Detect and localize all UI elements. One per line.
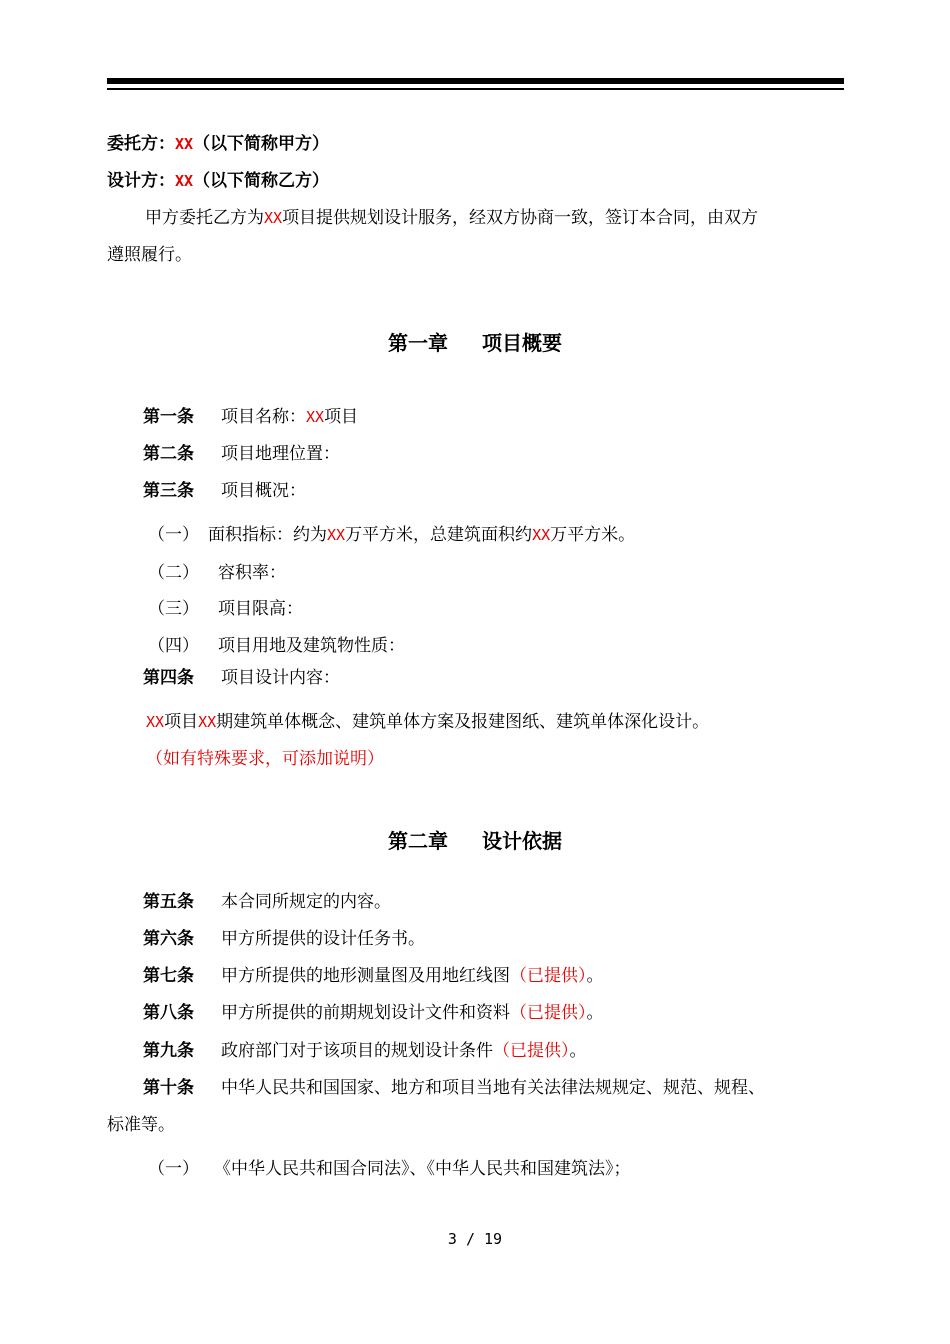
subclause-law (148, 1157, 631, 1181)
article-text: 项目地理位置： (221, 444, 340, 464)
designer-note: （以下简称乙方） (193, 171, 330, 191)
page-number: 3 / 19 (447, 1230, 503, 1248)
designer-name: XX (175, 172, 194, 190)
article-text: 中华人民共和国国家、地方和项目当地有关法律法规规定、规范、规程、 (221, 1078, 765, 1098)
subclause-3 (148, 597, 303, 621)
chapter-2-number: 第二章 (388, 829, 448, 853)
intro-text: 甲方委托乙方为 (145, 208, 264, 228)
project-name: XX (306, 408, 325, 426)
content-note: （如有特殊要求，可添加说明） (146, 749, 384, 769)
designer-label: 设计方： (107, 171, 175, 191)
intro-text-2: 项目提供规划设计服务，经双方协商一致，签订本合同，由双方 (282, 208, 759, 228)
provided-note: （已提供） (510, 1003, 587, 1023)
subclause-label: （二） (148, 563, 199, 583)
article-6 (143, 927, 425, 951)
article-10 (143, 1076, 765, 1100)
article-text: 项目名称： (221, 407, 306, 427)
article-label: 第四条 (143, 668, 194, 688)
article-9 (143, 1039, 587, 1063)
design-content-note (146, 747, 384, 771)
subclause-2 (148, 561, 286, 585)
client-line (107, 132, 329, 156)
intro-line-2 (107, 243, 192, 267)
chapter-1-heading (0, 327, 950, 356)
placeholder-value: XX (327, 526, 346, 544)
article-8 (143, 1001, 604, 1025)
article-text: 项目概况： (221, 481, 306, 501)
article-label: 第二条 (143, 444, 194, 464)
subclause-text: 面积指标：约为 (208, 525, 327, 545)
article-end: 。 (569, 1041, 587, 1061)
article-text: 本合同所规定的内容。 (221, 892, 391, 912)
intro-project: XX (264, 209, 283, 227)
design-content (146, 710, 709, 734)
subclause-label: （四） (148, 636, 199, 656)
subclause-text: 项目限高： (218, 599, 303, 619)
article-end: 。 (586, 1003, 604, 1023)
subclause-text-2: 万平方米，总建筑面积约 (345, 525, 533, 545)
chapter-2-heading (0, 825, 950, 854)
provided-note: （已提供） (510, 966, 587, 986)
article-label: 第五条 (143, 892, 194, 912)
content-text: 项目 (164, 712, 199, 732)
article-text-2: 标准等。 (107, 1115, 175, 1135)
placeholder-value-2: XX (198, 713, 217, 731)
article-label: 第七条 (143, 966, 194, 986)
article-1 (143, 405, 358, 429)
client-label: 委托方： (107, 134, 175, 154)
article-text: 甲方所提供的地形测量图及用地红线图 (221, 966, 510, 986)
subclause-text-3: 万平方米。 (550, 525, 636, 545)
client-note: （以下简称甲方） (193, 134, 330, 154)
placeholder-value-2: XX (532, 526, 551, 544)
placeholder-value: XX (146, 713, 165, 731)
provided-note: （已提供） (493, 1041, 570, 1061)
intro-text-3: 遵照履行。 (107, 245, 192, 265)
chapter-2-title: 设计依据 (482, 829, 562, 853)
article-5 (143, 890, 391, 914)
article-text: 甲方所提供的前期规划设计文件和资料 (221, 1003, 510, 1023)
subclause-label: （三） (148, 599, 199, 619)
article-10-continuation (107, 1113, 175, 1137)
subclause-text: 《中华人民共和国合同法》、《中华人民共和国建筑法》； (214, 1159, 631, 1179)
chapter-1-title: 项目概要 (482, 331, 562, 355)
article-text: 项目设计内容： (221, 668, 340, 688)
designer-line (107, 169, 329, 193)
article-3 (143, 479, 306, 503)
subclause-1 (148, 523, 635, 547)
subclause-4 (148, 634, 405, 658)
content-text-2: 期建筑单体概念、建筑单体方案及报建图纸、建筑单体深化设计。 (216, 712, 710, 732)
subclause-label: （一） (148, 525, 199, 545)
article-label: 第三条 (143, 481, 194, 501)
article-text: 甲方所提供的设计任务书。 (221, 929, 425, 949)
article-label: 第六条 (143, 929, 194, 949)
article-label: 第九条 (143, 1041, 194, 1061)
article-2 (143, 442, 340, 466)
header-rule-thin (107, 88, 844, 90)
article-7 (143, 964, 604, 988)
subclause-text: 项目用地及建筑物性质： (218, 636, 405, 656)
article-label: 第八条 (143, 1003, 194, 1023)
article-end: 。 (586, 966, 604, 986)
subclause-label: （一） (148, 1159, 199, 1179)
article-suffix: 项目 (324, 407, 359, 427)
client-name: XX (175, 135, 194, 153)
article-text: 政府部门对于该项目的规划设计条件 (221, 1041, 493, 1061)
chapter-1-number: 第一章 (388, 331, 448, 355)
article-label: 第十条 (143, 1078, 194, 1098)
intro-line-1 (145, 206, 758, 230)
article-label: 第一条 (143, 407, 194, 427)
article-4 (143, 666, 340, 690)
subclause-text: 容积率： (218, 563, 286, 583)
header-rule-thick (107, 78, 844, 84)
